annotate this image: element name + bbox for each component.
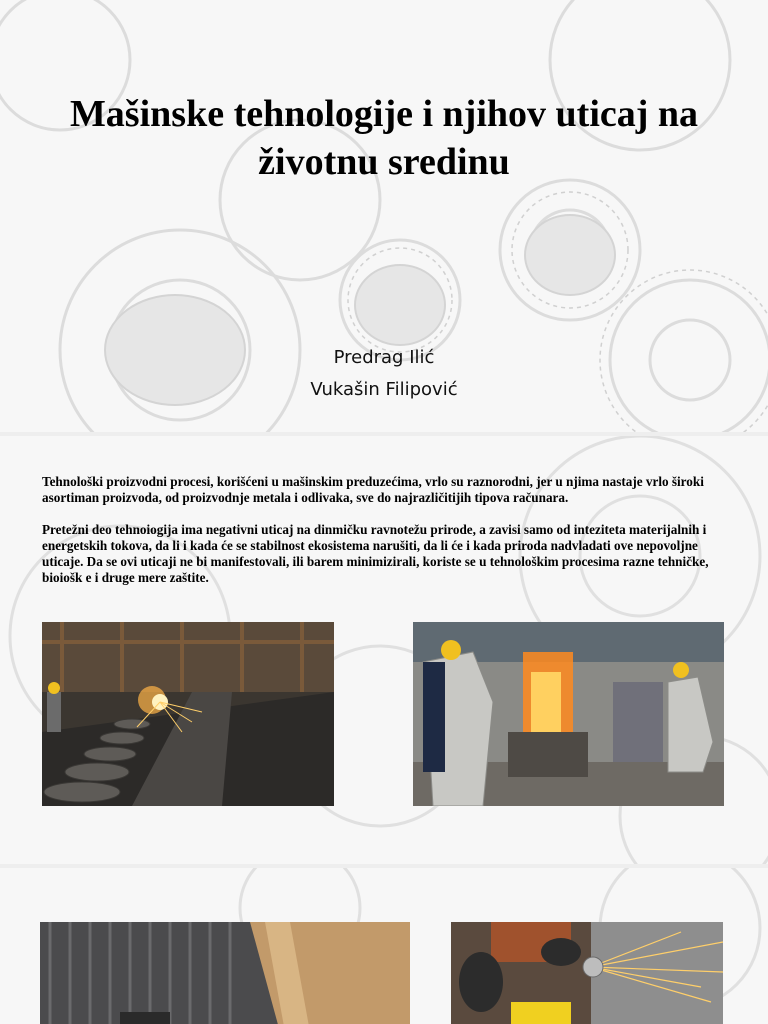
steel-plate-photo [40,922,410,1024]
foundry-photo [42,622,334,806]
content-slide [0,436,768,864]
paragraph: Pretežni deo tehnoiogija ima negativni uticaj na dinmičku ravnotežu prirode, a zavisi samo od inteziteta materijalnih i energetskih tokova, da li i kada će se stabilnost ekosistema narušiti, da li će i kada priroda nadvladati ove nepovoljne uticaje. Da se ovi uticaji ne bi manifestovali, ili barem minimizirali, koriste se u tehnološkim procesima razne tehničke, bioiošk e i druge mere zaštite. [42,522,709,585]
authors [0,342,768,406]
grinding-photo [451,922,723,1024]
paragraph: Tehnološki proizvodni procesi, korišćeni u mašinskim preduzećima, vrlo su raznorodni, jer u njima nastaje vrlo široki asortiman proizvoda, od proizvodnje metala i odlivaka, sve do najrazličitijih tipova računara. [42,474,704,505]
author-name: Vukašin Filipović [310,379,458,400]
casting-photo [413,622,724,806]
body-text [42,474,732,602]
author-name: Predrag Ilić [333,347,435,368]
title-slide [0,0,768,432]
page-title: Mašinske tehnologije i njihov uticaj na životnu sredinu [69,93,699,183]
image-slide [0,868,768,1024]
